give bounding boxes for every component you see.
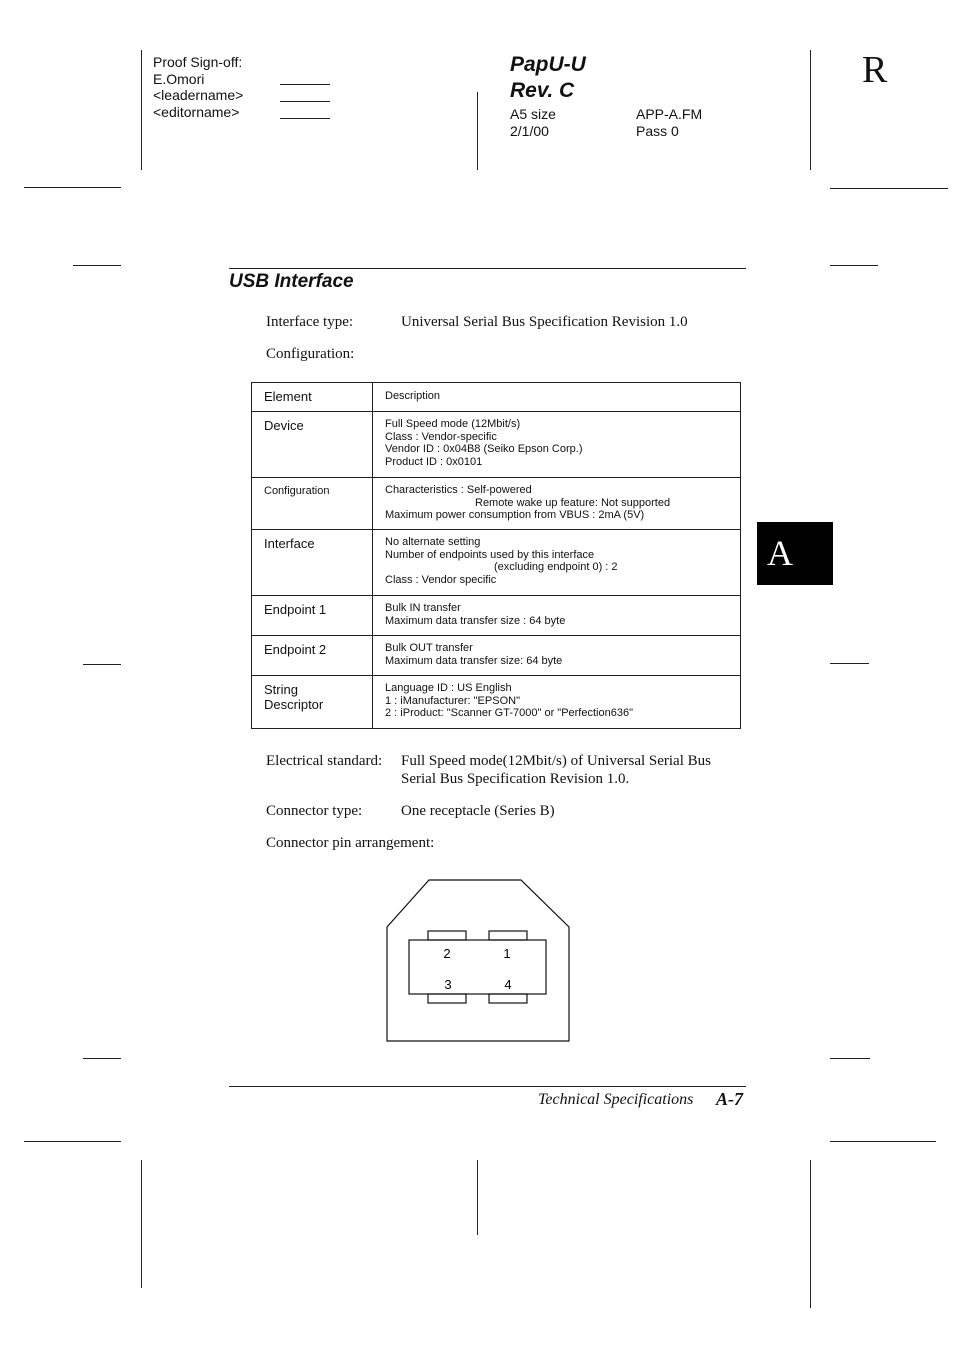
footer-rule bbox=[229, 1086, 746, 1087]
connector-outline bbox=[387, 880, 569, 1041]
table-row bbox=[252, 596, 741, 636]
description-line: Class : Vendor specific bbox=[385, 573, 497, 586]
document-date: 2/1/00 bbox=[510, 123, 549, 139]
pin-label: 3 bbox=[444, 977, 452, 992]
description-line: No alternate setting bbox=[385, 536, 481, 548]
proof-line: Proof Sign-off: bbox=[153, 54, 243, 70]
configuration-label: Configuration: bbox=[266, 346, 355, 362]
table-row bbox=[252, 530, 741, 596]
usb-b-connector-diagram bbox=[380, 872, 580, 1047]
crop-mark bbox=[24, 187, 121, 188]
row-element: Device bbox=[252, 412, 373, 478]
description-line: Class : Vendor-specific bbox=[385, 430, 497, 443]
pin-label: 2 bbox=[443, 946, 451, 961]
description-line: Vendor ID : 0x04B8 (Seiko Epson Corp.) bbox=[385, 443, 583, 456]
proof-signoff-block bbox=[153, 54, 243, 120]
page-number: A-7 bbox=[716, 1089, 743, 1109]
description-line: Maximum power consumption from VBUS : 2mA (5V) bbox=[385, 509, 645, 522]
description-line: Bulk IN transfer bbox=[385, 602, 461, 614]
header-element: Element bbox=[252, 383, 373, 412]
interface-type-value: Universal Serial Bus Specification Revision 1.0 bbox=[401, 314, 688, 330]
crop-mark bbox=[810, 50, 811, 170]
section-title: USB Interface bbox=[229, 271, 354, 292]
pin-label: 1 bbox=[503, 946, 511, 961]
crop-mark bbox=[830, 265, 878, 266]
connector-type-value: One receptacle (Series B) bbox=[401, 803, 555, 819]
pin-tab bbox=[428, 994, 466, 1003]
interface-type-label: Interface type: bbox=[266, 314, 354, 330]
connector-pin-label: Connector pin arrangement: bbox=[266, 835, 435, 851]
pass-number: Pass 0 bbox=[636, 123, 679, 139]
description-line: Full Speed mode (12Mbit/s) bbox=[385, 418, 521, 430]
description-line: Maximum data transfer size : 64 byte bbox=[385, 614, 566, 627]
document-title-line2: Rev. C bbox=[510, 79, 575, 102]
electrical-standard-value bbox=[401, 752, 711, 788]
row-description bbox=[373, 412, 741, 478]
crop-mark bbox=[830, 188, 948, 189]
crop-mark bbox=[830, 1141, 936, 1142]
crop-mark bbox=[477, 1160, 478, 1235]
proof-line: E.Omori bbox=[153, 70, 205, 87]
appendix-tab-marker: A bbox=[757, 522, 833, 585]
proof-line: <leadername> bbox=[153, 87, 244, 103]
crop-mark bbox=[83, 664, 121, 665]
description-line: 2 : iProduct: "Scanner GT-7000" or "Perfection636" bbox=[385, 707, 633, 720]
description-line: Product ID : 0x0101 bbox=[385, 455, 483, 468]
corner-mark: R bbox=[862, 49, 888, 91]
table-row bbox=[252, 478, 741, 530]
crop-mark bbox=[830, 663, 869, 664]
description-line: Bulk OUT transfer bbox=[385, 642, 473, 654]
configuration-table bbox=[251, 382, 741, 729]
electrical-standard-line: Serial Bus Specification Revision 1.0. bbox=[401, 771, 630, 787]
page-size: A5 size bbox=[510, 106, 556, 122]
pin-block bbox=[409, 940, 546, 994]
pin-label: 4 bbox=[504, 977, 512, 992]
description-line: (excluding endpoint 0) : 2 bbox=[494, 561, 618, 574]
header-description: Description bbox=[373, 383, 741, 412]
pin-tab bbox=[489, 931, 527, 940]
row-element bbox=[252, 676, 373, 729]
description-line: Remote wake up feature: Not supported bbox=[475, 496, 671, 509]
crop-mark bbox=[477, 92, 478, 170]
pin-tab bbox=[489, 994, 527, 1003]
row-element: Configuration bbox=[252, 478, 373, 530]
crop-mark bbox=[83, 1058, 121, 1059]
document-title-line1: PapU-U bbox=[510, 53, 586, 76]
row-description bbox=[373, 478, 741, 530]
description-line: Maximum data transfer size: 64 byte bbox=[385, 654, 563, 667]
table-row bbox=[252, 636, 741, 676]
crop-mark bbox=[810, 1160, 811, 1308]
row-element: Endpoint 2 bbox=[252, 636, 373, 676]
signature-line bbox=[280, 101, 330, 102]
row-description bbox=[373, 676, 741, 729]
section-rule bbox=[229, 268, 746, 269]
crop-mark bbox=[830, 1058, 870, 1059]
electrical-standard-label: Electrical standard: bbox=[266, 753, 383, 769]
crop-mark bbox=[24, 1141, 121, 1142]
table-header-row bbox=[252, 383, 741, 412]
signature-line bbox=[280, 84, 330, 85]
crop-mark bbox=[73, 265, 121, 266]
crop-mark bbox=[141, 50, 142, 170]
table-row bbox=[252, 676, 741, 729]
crop-mark bbox=[141, 1160, 142, 1288]
row-element-line: Descriptor bbox=[264, 697, 324, 712]
description-line: 1 : iManufacturer: "EPSON" bbox=[385, 694, 520, 707]
row-description bbox=[373, 636, 741, 676]
row-description bbox=[373, 530, 741, 596]
row-description bbox=[373, 596, 741, 636]
row-element-line: String bbox=[264, 682, 298, 697]
proof-line: <editorname> bbox=[153, 103, 240, 120]
description-line: Language ID : US English bbox=[385, 682, 512, 694]
document-title bbox=[510, 52, 586, 104]
connector-type-label: Connector type: bbox=[266, 803, 363, 819]
footer-section-name: Technical Specifications bbox=[538, 1091, 694, 1108]
pin-tab bbox=[428, 931, 466, 940]
row-element: Interface bbox=[252, 530, 373, 596]
row-element: Endpoint 1 bbox=[252, 596, 373, 636]
signature-line bbox=[280, 118, 330, 119]
electrical-standard-line: Full Speed mode(12Mbit/s) of Universal Serial Bus bbox=[401, 753, 711, 769]
description-line: Characteristics : Self-powered bbox=[385, 484, 532, 496]
description-line: Number of endpoints used by this interface bbox=[385, 548, 595, 561]
file-name: APP-A.FM bbox=[636, 106, 703, 122]
table-row bbox=[252, 412, 741, 478]
